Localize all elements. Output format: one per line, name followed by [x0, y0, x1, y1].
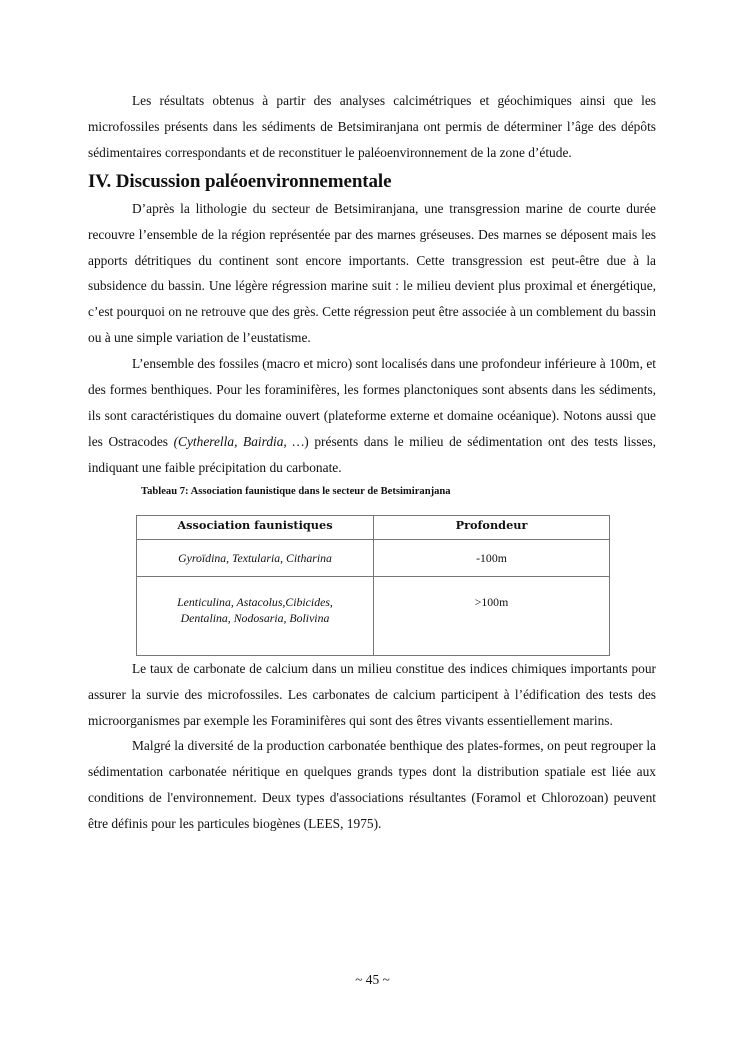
paragraph-intro: Les résultats obtenus à partir des analyses calcimétriques et géochimiques ainsi que les microfossiles présents dans les sédiments de Betsimiranjana ont permis de déterminer l’âge des dépôts sédimentaires correspondants et de reconstituer le paléoenvironnement de la zone d’étude. [88, 93, 656, 160]
page-body [88, 88, 656, 837]
cell-depth: >100m [374, 576, 610, 655]
paragraph-fossils [88, 351, 656, 481]
paragraph-carbonate: Le taux de carbonate de calcium dans un milieu constitue des indices chimiques importants pour assurer la survie des microfossiles. Les carbonates de calcium participent à l’édification des tests des microorganismes par exemple les Foraminifères qui sont des êtres vivants essentiellement marins. [88, 660, 656, 728]
paragraph-lithology: D’après la lithologie du secteur de Betsimiranjana, une transgression marine de courte durée recouvre l’ensemble de la région représentée par des marnes gréseuses. Des marnes se déposent mais les apports détritiques du continent sont encore importants. Cette transgression est peut-être due à la subsidence du bassin. Une légère régression marine suit : le milieu devient plus proximal et énergétique, c’est pourquoi on ne retrouve que des grès. Cette régression peut être associée à un comblement du bassin ou à une simple variation de l’eustatisme. [88, 200, 656, 346]
paragraph-fossils-species: (Cytherella, Bairdia, … [173, 433, 305, 449]
header-association: Association faunistiques [137, 515, 374, 539]
fauna-table [136, 515, 610, 656]
paragraph-fossils-start: L’ensemble des fossiles (macro et micro) sont localisés dans une profondeur inférieure à 100m, et des formes benthiques. Pour les foraminifères, les formes planctoniques sont absents dans les sédiments, ils sont caractéristiques du domaine ouvert (plateforme externe et domaine océanique). Notons aussi que les Ostracodes [88, 356, 656, 449]
association-line: Lenticulina, Astacolus,Cibicides, [177, 594, 333, 609]
paragraph-sedimentation: Malgré la diversité de la production carbonatée benthique des plates-formes, on peut regrouper la sédimentation carbonatée néritique en quelques grands types dont la distribution spatiale est liée aux conditions de l'environnement. Deux types d'associations résultantes (Foramol et Chlorozoan) peuvent être définis pour les particules biogènes (LEES, 1975). [88, 738, 656, 832]
cell-depth: -100m [374, 539, 610, 576]
header-depth: Profondeur [374, 515, 610, 539]
cell-association [137, 539, 374, 576]
page-number: ~ 45 ~ [355, 972, 390, 987]
association-line: Dentalina, Nodosaria, Bolivina [180, 610, 330, 625]
table-caption: Tableau 7: Association faunistique dans le secteur de Betsimiranjana [141, 485, 451, 497]
association-line: Gyroïdina, Textularia, Citharina [178, 550, 332, 565]
section-heading: IV. Discussion paléoenvironnementale [88, 170, 392, 192]
table-row [137, 539, 610, 576]
table-header-row [137, 515, 610, 539]
table-row [137, 576, 610, 655]
paragraph-fossils-end: ) présents dans le milieu de sédimentation ont des tests lisses, indiquant une faible précipitation du carbonate. [88, 433, 656, 475]
cell-association [137, 576, 374, 655]
